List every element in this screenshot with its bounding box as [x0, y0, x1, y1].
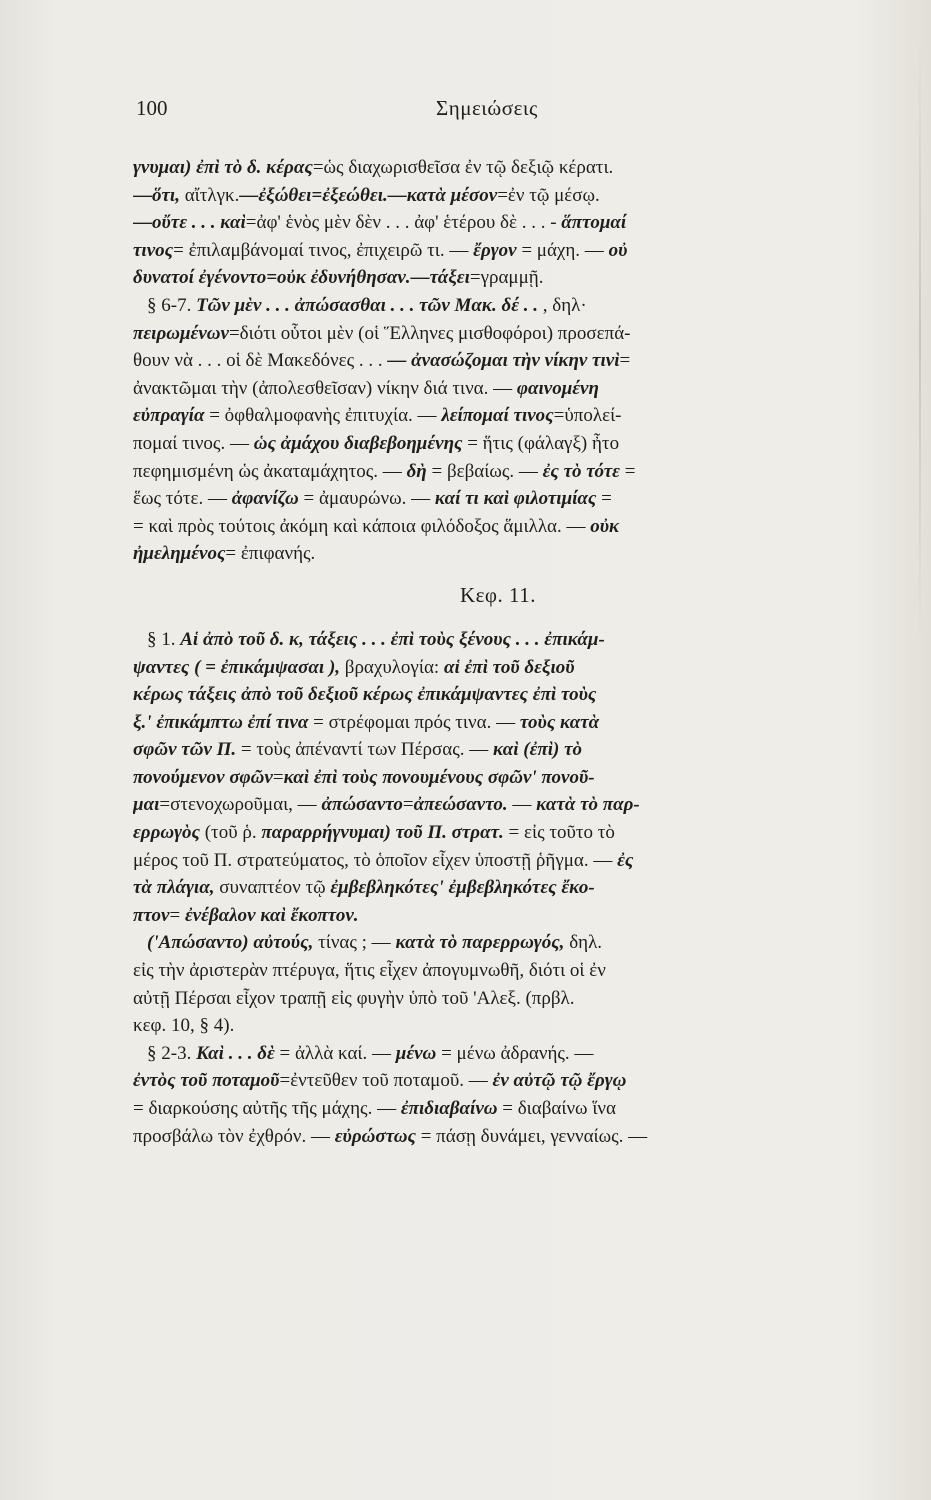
gloss-text: —: [507, 794, 537, 816]
lemma-term: φαινομένη: [516, 377, 599, 399]
lemma-term: κατὰ τὸ παρερρωγός,: [395, 932, 565, 954]
lemma-term: μένω: [395, 1042, 437, 1064]
text-line: [133, 874, 863, 902]
text-line: [133, 957, 863, 985]
lemma-term: —κατὰ μέσον: [387, 184, 498, 206]
lemma-term: —ἐξώθει=ἐξεώθει.: [239, 184, 388, 206]
text-line: [133, 791, 863, 819]
lemma-term: ἐμβεβληκότες' ἐμβεβληκότες ἔκο-: [330, 877, 595, 899]
lemma-term: οὐ: [608, 239, 628, 261]
gloss-text: = βεβαίως. —: [426, 460, 543, 482]
text-line: [133, 709, 863, 737]
text-line: [133, 264, 863, 292]
gloss-text: = καὶ πρὸς τούτοις ἀκόμη καὶ κάποια φιλόδοξος ἅμιλλα. —: [133, 515, 591, 537]
lemma-term: Αἱ ἀπὸ τοῦ δ. κ, τάξεις . . . ἐπὶ τοὺς ξένους . . . ἐπικάμ-: [180, 628, 605, 650]
notes-body: [133, 154, 863, 1150]
gloss-text: =ἐντεῦθεν τοῦ ποταμοῦ. —: [279, 1070, 493, 1092]
text-line: [133, 654, 863, 682]
gloss-text: =ἐν τῷ μέσῳ.: [497, 184, 600, 206]
gloss-text: προσβάλω τὸν ἐχθρόν. —: [133, 1125, 335, 1147]
gloss-text: βραχυλογία:: [340, 656, 444, 678]
text-line: [133, 681, 863, 709]
text-line: [133, 1095, 863, 1123]
text-line: [133, 1012, 863, 1040]
gloss-text: πομαί τινος. —: [133, 432, 254, 454]
lemma-term: ἐντὸς τοῦ ποταμοῦ: [133, 1070, 280, 1092]
gloss-text: =γραμμῇ.: [469, 267, 544, 289]
text-line: [133, 1067, 863, 1095]
gloss-text: § 2-3.: [147, 1042, 197, 1064]
lemma-term: γνυμαι) ἐπὶ τὸ δ. κέρας: [133, 157, 313, 178]
gloss-text: δηλ.: [564, 932, 603, 954]
text-line: [133, 736, 863, 764]
gloss-text: = ἐπιλαμβάνομαί τινος, ἐπιχειρῶ τι. —: [173, 239, 474, 261]
text-line: [133, 375, 863, 403]
gloss-text: =ἀφ' ἑνὸς μὲν δὲν . . . ἀφ' ἑτέρου δὲ . . . -: [245, 212, 562, 234]
gloss-text: πεφημισμένη ὡς ἀκαταμάχητος. —: [133, 460, 407, 482]
gloss-text: = στρέφομαι πρός τινα. —: [308, 711, 520, 733]
gloss-text: μέρος τοῦ Π. στρατεύματος, τὸ ὁποῖον εἶχεν ὑποστῇ ῥῆγμα. —: [133, 849, 618, 871]
lemma-term: δὴ: [406, 460, 427, 482]
running-title: Σημειώσεις: [436, 96, 538, 120]
lemma-term: καὶ ἐπὶ τοὺς πονουμένους σφῶν' πονοῦ-: [283, 766, 595, 788]
lemma-term: πτον: [133, 904, 170, 926]
gloss-text: = διαρκούσης αὐτῆς τῆς μάχης. —: [133, 1098, 401, 1119]
text-line: [133, 1123, 863, 1151]
text-line: [133, 540, 863, 568]
lemma-term: —οὔτε . . . καὶ: [133, 212, 246, 234]
lemma-term: ερρωγὸς: [133, 822, 200, 844]
gloss-text: , δηλ·: [538, 294, 587, 316]
text-line: [133, 402, 863, 430]
gloss-text: = πάσῃ δυνάμει, γενναίως. —: [415, 1125, 648, 1147]
gloss-text: εἰς τὴν ἀριστερὰν πτέρυγα, ἥτις εἶχεν ἀπογυμνωθῆ, διότι οἱ ἐν: [133, 960, 606, 982]
page-header: [136, 96, 856, 130]
gloss-text: =: [169, 904, 185, 926]
lemma-term: κατὰ τὸ παρ-: [536, 794, 640, 816]
lemma-term: δυνατοί ἐγένοντο=οὐκ ἐδυνήθησαν.: [133, 267, 411, 289]
gloss-text: αὐτῇ Πέρσαι εἶχον τραπῇ εἰς φυγὴν ὑπὸ τοῦ 'Αλεξ. (πρβλ.: [133, 987, 575, 1009]
lemma-term: ἀπώσαντο: [321, 794, 403, 816]
text-line: [133, 985, 863, 1013]
lemma-term: ('Απώσαντο) αὐτούς,: [147, 932, 314, 954]
text-line: [133, 485, 863, 513]
lemma-term: ἀφανίζω: [231, 488, 299, 510]
gloss-text: =: [272, 766, 284, 788]
lemma-term: —ὅτι,: [133, 184, 180, 206]
text-line: [133, 458, 863, 486]
gloss-text: συναπτέον τῷ: [214, 877, 331, 899]
text-line: [133, 237, 863, 265]
lemma-term: ἠμελημένος: [133, 543, 226, 565]
lemma-term: καὶ (ἐπὶ) τὸ: [493, 739, 583, 761]
text-line: [133, 764, 863, 792]
page-edge-shadow: [919, 40, 921, 640]
text-line: [133, 1040, 863, 1068]
lemma-term: παραρρήγνυμαι) τοῦ Π. στρατ.: [261, 822, 504, 844]
gloss-text: = μένω ἀδρανής. —: [436, 1042, 594, 1064]
lemma-term: καί τι καὶ φιλοτιμίας: [434, 488, 597, 510]
text-line: [133, 209, 863, 237]
gloss-text: = διαβαίνω ἵνα: [497, 1098, 616, 1119]
gloss-text: =στενοχωροῦμαι, —: [159, 794, 322, 816]
gloss-text: § 6-7.: [147, 294, 197, 316]
gloss-text: = τοὺς ἀπέναντί των Πέρσας. —: [236, 739, 493, 761]
lemma-term: ξ.' ἐπικάμπτω ἐπί τινα: [133, 711, 309, 733]
text-line: [133, 154, 863, 182]
lemma-term: ἐς τὸ τότε: [542, 460, 620, 482]
lemma-term: εὐπραγία: [133, 405, 205, 427]
gloss-text: = ἀλλὰ καί. —: [274, 1042, 396, 1064]
lemma-term: Τῶν μὲν . . . ἀπώσασθαι . . . τῶν Μακ. δέ . .: [196, 294, 539, 316]
text-line: [133, 902, 863, 930]
gloss-text: τίνας ; —: [313, 932, 396, 954]
lemma-term: οὐκ: [590, 515, 620, 537]
gloss-text: =: [619, 350, 631, 372]
lemma-term: κέρως τάξεις ἀπὸ τοῦ δεξιοῦ κέρως ἐπικάμψαντες ἐπὶ τοὺς: [133, 684, 597, 706]
gloss-text: =: [619, 460, 636, 482]
lemma-term: τοὺς κατὰ: [519, 711, 600, 733]
lemma-term: ἀπεώσαντο.: [413, 794, 508, 816]
text-line: [133, 292, 863, 320]
gloss-text: =διότι οὗτοι μὲν (οἱ Ἕλληνες μισθοφόροι) προσεπά-: [228, 322, 631, 344]
text-line: [133, 430, 863, 458]
lemma-term: μαι: [133, 794, 160, 816]
text-line: [133, 182, 863, 210]
gloss-text: κεφ. 10, § 4).: [133, 1015, 235, 1037]
text-line: [133, 819, 863, 847]
lemma-term: ἐπιδιαβαίνω: [400, 1098, 498, 1119]
lemma-term: πονούμενον σφῶν: [133, 766, 273, 788]
gloss-text: αἴτλγκ.: [179, 184, 240, 206]
lemma-term: ἐς: [617, 849, 634, 871]
text-line: [133, 347, 863, 375]
page-number: 100: [136, 96, 168, 120]
lemma-term: Καὶ . . . δὲ: [196, 1042, 275, 1064]
chapter-heading: Κεφ. 11.: [459, 582, 537, 607]
gloss-text: θουν νὰ . . . οἱ δὲ Μακεδόνες . . .: [133, 350, 388, 372]
gloss-text: = ἀμαυρώνω. —: [298, 488, 435, 510]
lemma-term: ἐν αὐτῷ τῷ ἔργῳ: [492, 1070, 627, 1092]
gloss-text: = ἐπιφανής.: [225, 543, 316, 565]
lemma-term: σφῶν τῶν Π.: [133, 739, 237, 761]
gloss-text: = εἰς τοῦτο τὸ: [503, 822, 615, 844]
lemma-term: τινος: [133, 239, 174, 261]
lemma-term: — ἀνασώζομαι τὴν νίκην τινὶ: [387, 350, 620, 372]
gloss-text: =ὡς διαχωρισθεῖσα ἐν τῷ δεξιῷ κέρατι.: [312, 157, 614, 178]
text-line: [133, 320, 863, 348]
lemma-term: ἔργον: [473, 239, 517, 261]
gloss-text: = ἥτις (φάλαγξ) ἦτο: [462, 432, 620, 454]
text-line: [133, 513, 863, 541]
lemma-term: αἱ ἐπὶ τοῦ δεξιοῦ: [443, 656, 575, 678]
gloss-text: ἀνακτῶμαι τὴν (ἀπολεσθεῖσαν) νίκην διά τινα. —: [133, 377, 517, 399]
gloss-text: § 1.: [147, 628, 181, 650]
gloss-text: =ὑπολεί-: [553, 405, 622, 427]
lemma-term: ὡς ἀμάχου διαβεβοημένης: [253, 432, 463, 454]
gloss-text: (τοῦ ῥ.: [199, 822, 262, 844]
gloss-text: =: [402, 794, 414, 816]
gloss-text: =: [596, 488, 612, 510]
text-line: [133, 847, 863, 875]
gloss-text: = μάχη. —: [516, 239, 609, 261]
lemma-term: εὐρώστως: [334, 1125, 416, 1147]
gloss-text: ἕως τότε. —: [133, 488, 232, 510]
lemma-term: ψαντες ( = ἐπικάμψασαι ),: [133, 656, 341, 678]
lemma-term: ἐνέβαλον καὶ ἔκοπτον.: [184, 904, 359, 926]
lemma-term: ἅπτομαί: [561, 212, 627, 234]
gloss-text: = ὀφθαλμοφανὴς ἐπιτυχία. —: [204, 405, 442, 427]
lemma-term: —τάξει: [410, 267, 470, 289]
lemma-term: πειρωμένων: [133, 322, 229, 344]
lemma-term: λείπομαί τινος: [441, 405, 554, 427]
lemma-term: τὰ πλάγια,: [133, 877, 215, 899]
text-line: [133, 626, 863, 654]
text-line: [133, 929, 863, 957]
